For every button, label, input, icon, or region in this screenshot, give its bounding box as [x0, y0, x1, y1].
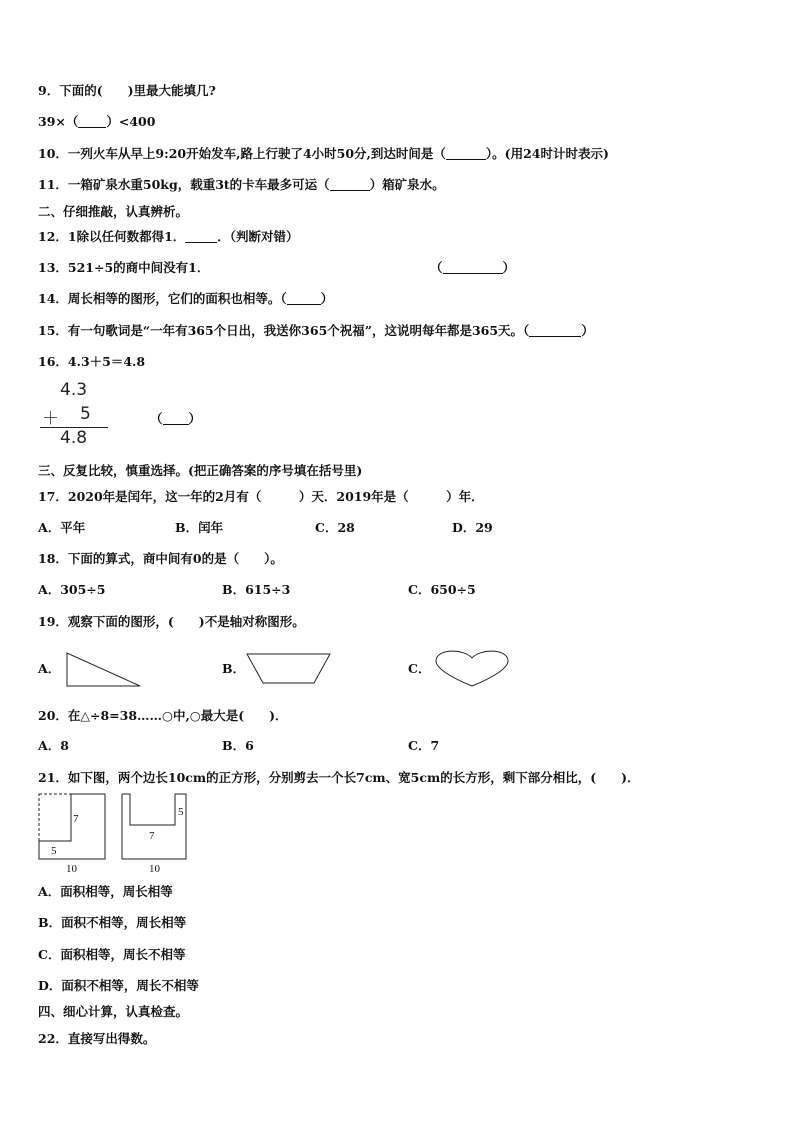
q15-pre: 15．有一句歌词是“一年有365个日出，我送你365个祝福”，这说明每年都是365天。（	[38, 323, 530, 338]
q16-paren-close: ）	[188, 411, 202, 426]
q12-post: ．（判断对错）	[217, 229, 299, 244]
trapezoid-shape[interactable]	[246, 653, 332, 685]
q16-vertical-result: 4.8	[60, 428, 88, 448]
q17-text: 17．2020年是闰年，这一年的2月有（ ）天．2019年是（ ）年．	[38, 489, 484, 504]
q20-option-c[interactable]: C．7	[408, 738, 440, 753]
q20-option-b[interactable]: B．6	[222, 738, 254, 753]
q13-paren-open: （	[430, 260, 443, 275]
q17-option-d[interactable]: D．29	[452, 520, 493, 535]
q21-text: 21．如下图，两个边长10cm的正方形，分别剪去一个长7cm、宽5cm的长方形，剩下部分相比，( )．	[38, 770, 640, 785]
q11-post: ）箱矿泉水。	[369, 177, 445, 192]
q21-option-c[interactable]: C．面积相等，周长不相等	[38, 947, 186, 962]
q18-text: 18．下面的算式，商中间有0的是（ ）。	[38, 551, 283, 566]
q9-expr-pre: 39×（	[38, 114, 79, 129]
q21-figure-1	[38, 793, 118, 877]
fig1-label-side: 7	[73, 813, 79, 825]
q14-pre: 14．周长相等的图形，它们的面积也相等。（	[38, 291, 287, 306]
q20-text: 20．在△÷8=38……○中,○最大是( )．	[38, 708, 288, 723]
q21-figure-2	[121, 793, 201, 877]
q19-option-b[interactable]: B．	[222, 661, 246, 676]
q13-text: 13．521÷5的商中间没有1．	[38, 260, 210, 275]
q15-post: ）	[581, 323, 594, 338]
q21-option-d[interactable]: D．面积不相等，周长不相等	[38, 978, 199, 993]
q14-post: ）	[320, 291, 334, 306]
heart-shape[interactable]	[434, 648, 510, 688]
right-triangle-shape[interactable]	[66, 652, 142, 688]
q16-paren-open: （	[150, 411, 163, 426]
fig2-label-bottom: 10	[149, 863, 160, 875]
q12-text	[38, 228, 299, 246]
q13-blank[interactable]	[443, 260, 503, 274]
q17-option-c[interactable]: C．28	[315, 520, 355, 535]
q10-text	[38, 145, 609, 163]
fig1-label-inner: 5	[51, 845, 57, 857]
fig2-label-side: 5	[178, 806, 184, 818]
q10-blank[interactable]	[446, 146, 486, 160]
q19-option-a[interactable]: A．	[38, 661, 61, 676]
q16-answer[interactable]	[150, 410, 201, 428]
section-2-heading: 二、仔细推敲，认真辨析。	[38, 204, 189, 219]
q19-text: 19．观察下面的图形，( )不是轴对称图形。	[38, 614, 305, 629]
q21-option-a[interactable]: A．面积相等，周长相等	[38, 884, 173, 899]
q18-option-a[interactable]: A．305÷5	[38, 582, 106, 597]
q19-option-c[interactable]: C．	[408, 661, 431, 676]
q9-blank[interactable]	[78, 114, 106, 128]
q16-vertical-top: 4.3	[60, 380, 88, 400]
q13-answer[interactable]	[430, 259, 515, 277]
q11-blank[interactable]	[330, 177, 370, 191]
fig1-label-bottom: 10	[66, 863, 77, 875]
q21-option-b[interactable]: B．面积不相等，周长相等	[38, 915, 187, 930]
q15-blank[interactable]	[529, 323, 581, 337]
q9-text: 9．下面的( )里最大能填几?	[38, 83, 216, 98]
q16-blank[interactable]	[163, 411, 189, 425]
q14-text	[38, 290, 333, 308]
q16-vertical-op: ＋	[42, 409, 59, 429]
q22-text: 22．直接写出得数。	[38, 1031, 156, 1046]
q9-expression	[38, 113, 155, 131]
q14-blank[interactable]	[287, 291, 321, 305]
q16-vertical-mid: 5	[80, 404, 91, 424]
q18-option-c[interactable]: C．650÷5	[408, 582, 476, 597]
q11-pre: 11．一箱矿泉水重50kg，载重3t的卡车最多可运（	[38, 177, 330, 192]
q9-expr-post: ）<400	[106, 114, 156, 129]
q17-option-b[interactable]: B．闰年	[175, 520, 224, 535]
q11-text	[38, 176, 445, 194]
q16-text: 16．4.3＋5＝4.8	[38, 354, 146, 369]
q15-text	[38, 322, 594, 340]
q13-paren-close: ）	[502, 260, 516, 275]
section-4-heading: 四、细心计算，认真检查。	[38, 1004, 189, 1019]
q12-pre: 12．1除以任何数都得1．	[38, 229, 186, 244]
q10-pre: 10．一列火车从早上9:20开始发车,路上行驶了4小时50分,到达时间是（	[38, 146, 446, 161]
q10-post: ）。(用24时计时表示)	[485, 146, 609, 161]
q12-blank[interactable]	[185, 229, 217, 243]
fig2-label-inner: 7	[149, 830, 155, 842]
q18-option-b[interactable]: B．615÷3	[222, 582, 291, 597]
q17-option-a[interactable]: A．平年	[38, 520, 86, 535]
section-3-heading: 三、反复比较，慎重选择。(把正确答案的序号填在括号里)	[38, 463, 363, 478]
q20-option-a[interactable]: A．8	[38, 738, 69, 753]
